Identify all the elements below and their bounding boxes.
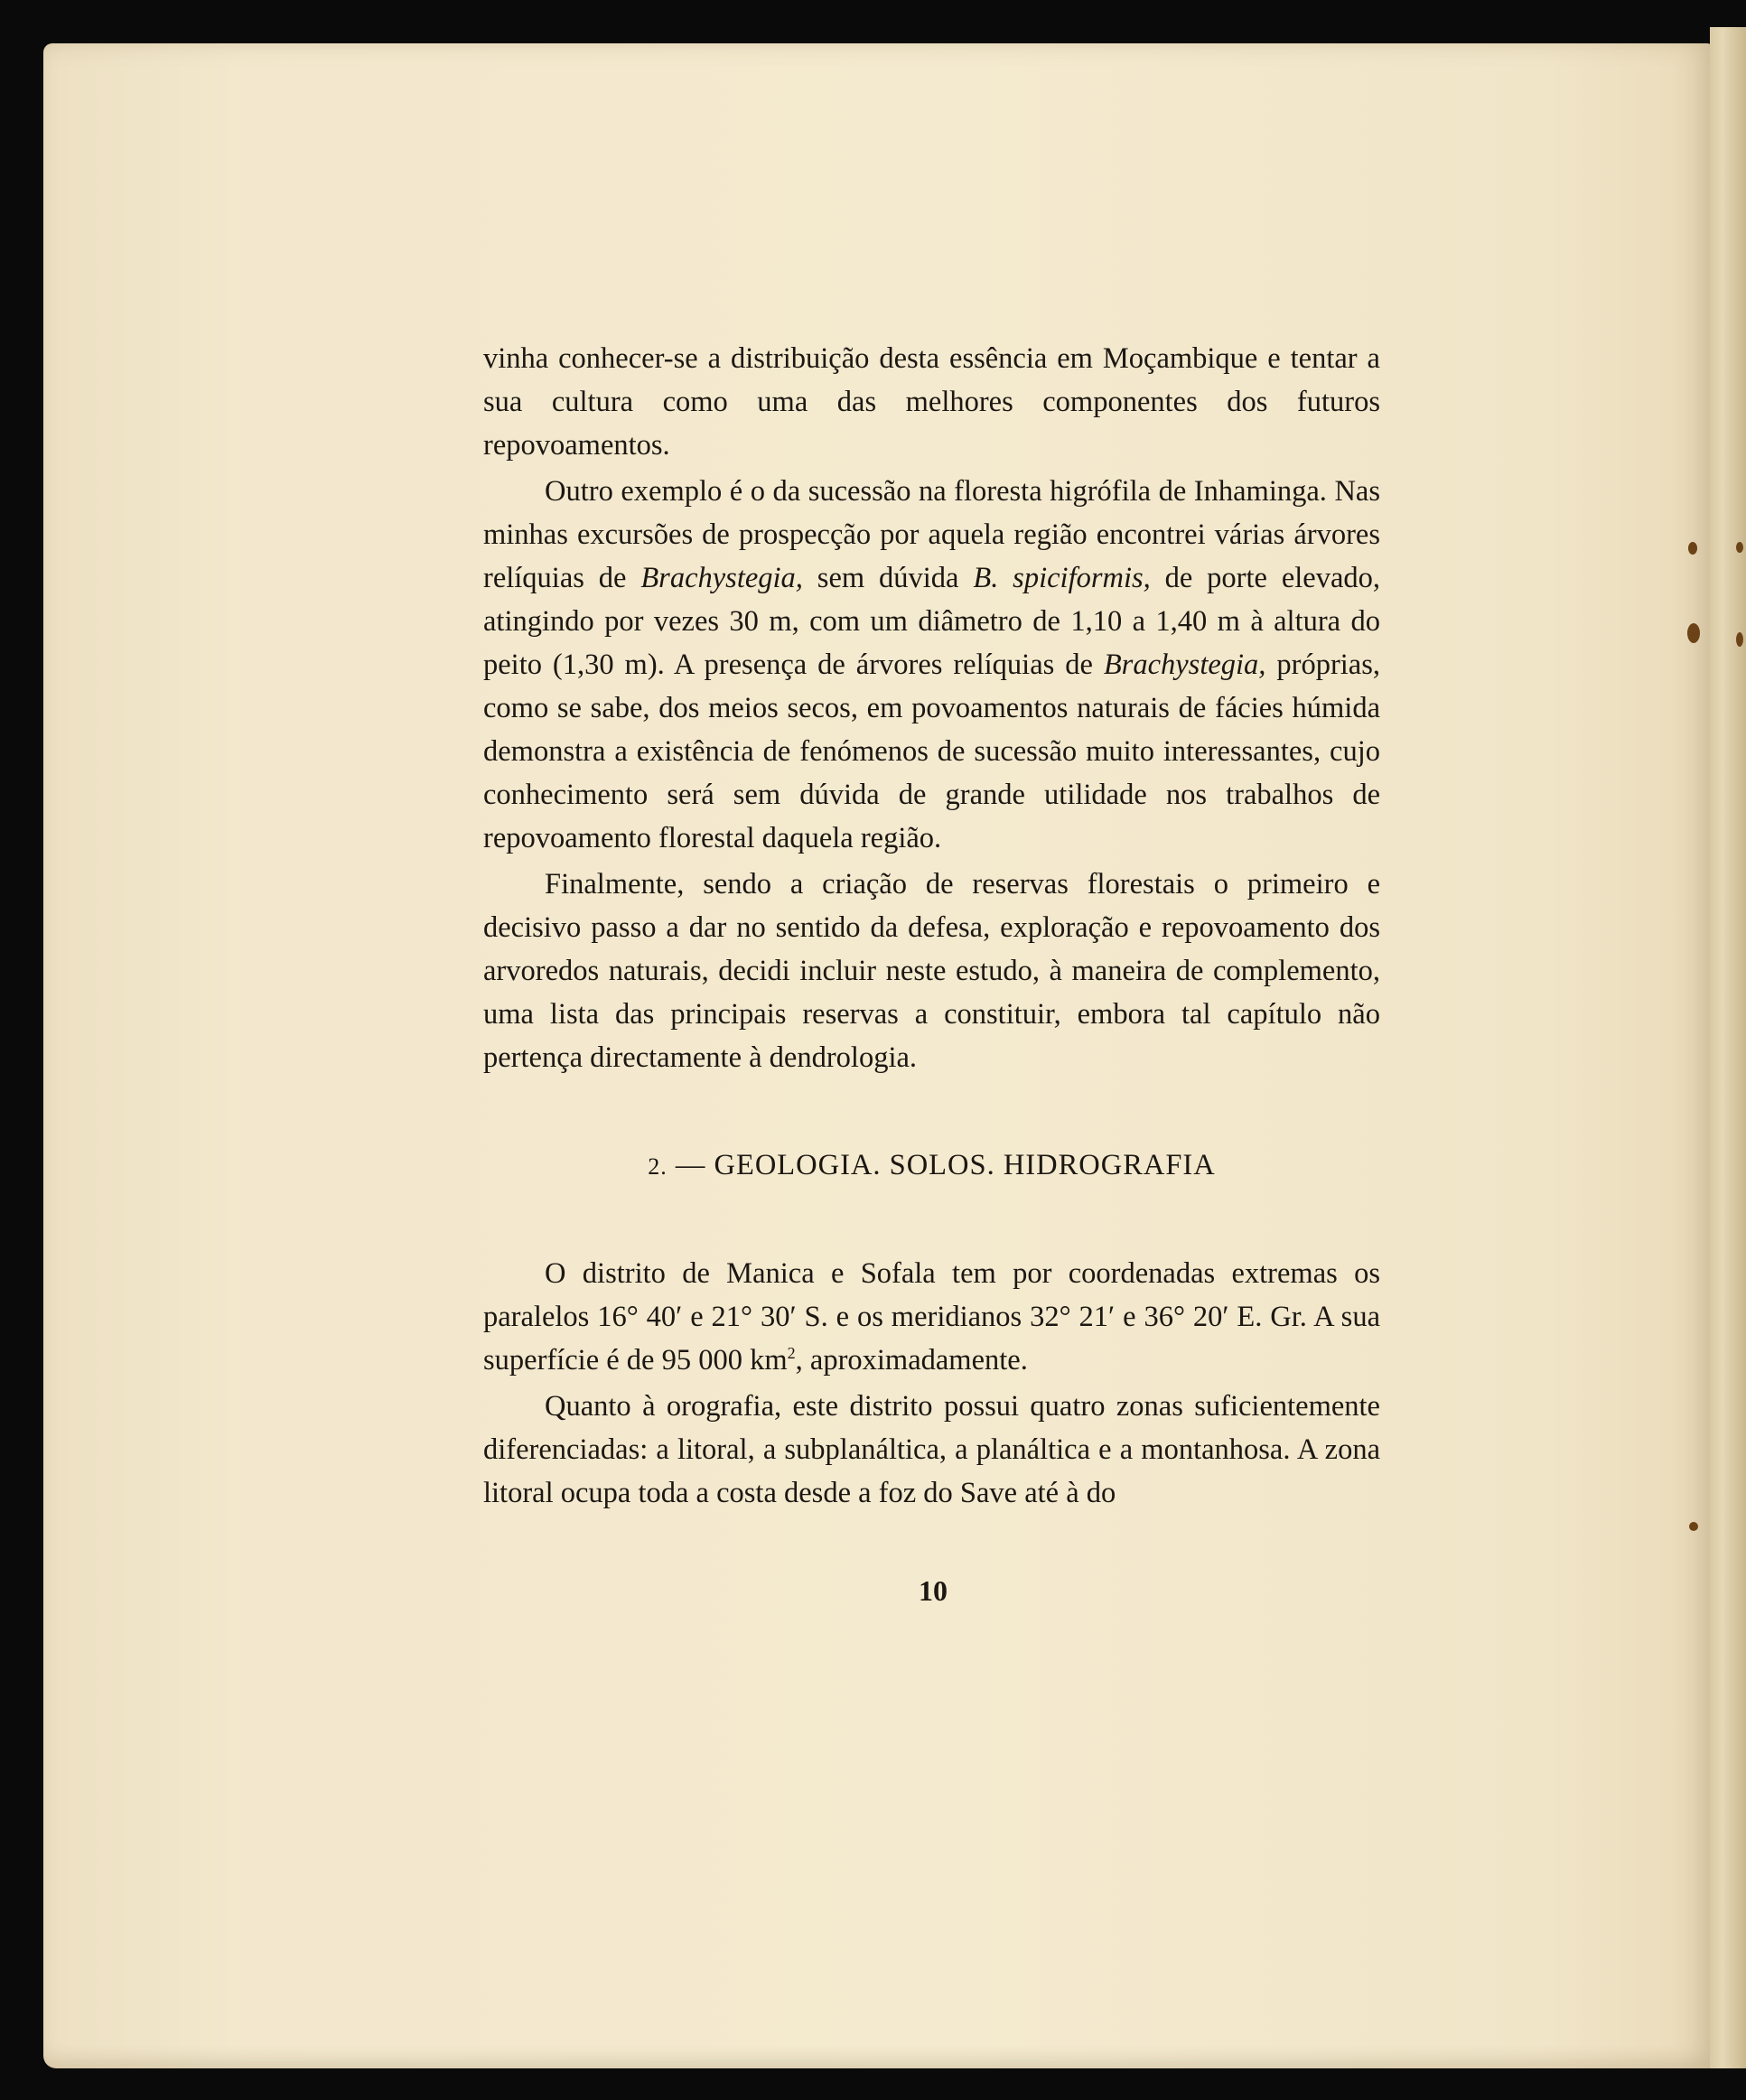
section-heading: [483, 1143, 1380, 1189]
text-run: Outro exemplo é o da sucessão na floresta higrófila de Inhaminga. Nas minhas excursões de prospecção por aquela região encontrei várias árvores relíquias de: [483, 475, 1380, 594]
italic-taxon: Brachystegia,: [640, 562, 803, 594]
text-run: O distrito de Manica e Sofala tem por coordenadas extremas os paralelos 16° 40′ e 21° 30′ S. e os meridianos 32° 21′ e 36° 20′ E. Gr. A sua superfície é de 95 000 km: [483, 1257, 1380, 1377]
foxing-spot: [1689, 1522, 1698, 1531]
page-number: 10: [919, 1574, 948, 1607]
foxing-spot: [1736, 542, 1743, 553]
paragraph: vinha conhecer-se a distribuição desta essência em Moçambique e tentar a sua cultura como uma das melhores componentes dos futuros repovoamentos.: [483, 342, 1380, 462]
body-text: [483, 337, 1380, 1515]
text-run: , aproximadamente.: [795, 1344, 1028, 1377]
superscript: 2: [787, 1344, 796, 1363]
paragraph: [483, 470, 1380, 860]
section-title: — GEOLOGIA. SOLOS. HIDROGRAFIA: [667, 1149, 1216, 1181]
text-run: sem dúvida: [802, 562, 974, 594]
paragraph: Quanto à orografia, este distrito possui quatro zonas suficientemente diferenciadas: a litoral, a subplanáltica, a planáltica e a montanhosa. A zona litoral ocupa toda a costa desde a foz do Save até à do: [483, 1390, 1380, 1509]
paragraph: [483, 1252, 1380, 1382]
foxing-spot: [1687, 623, 1700, 643]
italic-taxon: B. spiciformis,: [973, 562, 1151, 594]
paragraph: Finalmente, sendo a criação de reservas florestais o primeiro e decisivo passo a dar no sentido da defesa, exploração e repovoamento dos arvoredos naturais, decidi incluir neste estudo, à maneira de complemento, uma lista das principais reservas a constituir, embora tal capítulo não pertença directamente à dendrologia.: [483, 868, 1380, 1074]
text-run: próprias, como se sabe, dos meios secos, em povoamentos naturais de fácies húmida demonstra a existência de fenómenos de sucessão muito interessantes, cujo conhecimento será sem dúvida de grande utilidade nos trabalhos de repovoamento florestal daquela região.: [483, 649, 1380, 854]
italic-taxon: Brachystegia,: [1103, 649, 1266, 681]
foxing-spot: [1688, 542, 1697, 555]
text-run: de porte elevado, atingindo por vezes 30 m, com um diâmetro de 1,10 a 1,40 m à altura do peito (1,30 m). A presença de árvores relíquias de: [483, 562, 1381, 681]
section-number: 2.: [648, 1153, 668, 1180]
foxing-spot: [1736, 632, 1743, 647]
next-page-edge: [1710, 27, 1746, 2068]
